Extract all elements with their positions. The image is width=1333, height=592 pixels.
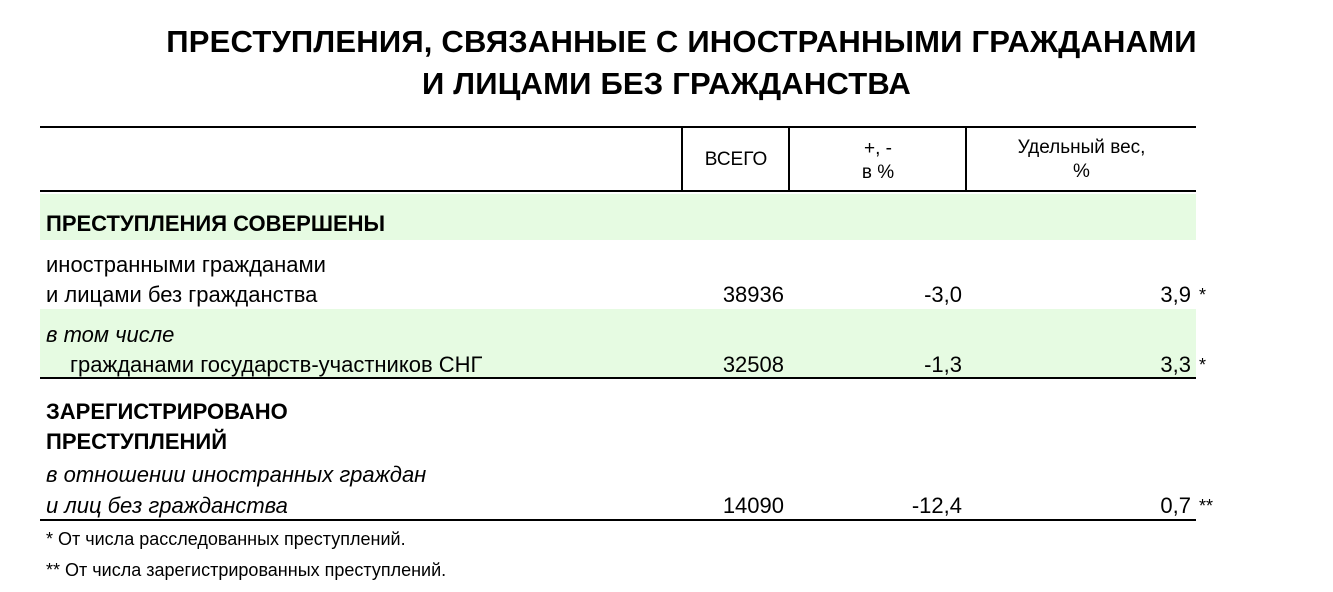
row1-share: 3,9 xyxy=(1160,282,1191,307)
row2-footnote-mark: * xyxy=(1199,355,1207,375)
footnote-1: * От числа расследованных преступлений. xyxy=(46,529,406,549)
section2-heading-line1: ЗАРЕГИСТРИРОВАНО xyxy=(46,399,288,424)
column-header-share-line2: % xyxy=(1073,161,1090,182)
header-bottom-rule xyxy=(40,190,1196,192)
footnote-2: ** От числа зарегистрированных преступлений. xyxy=(46,560,447,580)
row2-share: 3,3 xyxy=(1160,352,1191,377)
row3-change: -12,4 xyxy=(911,493,962,518)
row1-footnote-mark: * xyxy=(1199,285,1207,305)
row2-change: -1,3 xyxy=(924,352,962,377)
row2-label-line1: в том числе xyxy=(46,322,175,347)
row1-label-line2: и лицами без гражданства xyxy=(46,282,318,307)
row2-total: 32508 xyxy=(722,352,784,377)
column-header-share-line1: Удельный вес, xyxy=(1017,137,1146,158)
page-title-line2: И ЛИЦАМИ БЕЗ ГРАЖДАНСТВА xyxy=(421,66,912,101)
row3-footnote-mark: ** xyxy=(1199,496,1214,516)
column-header-total: ВСЕГО xyxy=(704,149,768,170)
section1-heading: ПРЕСТУПЛЕНИЯ СОВЕРШЕНЫ xyxy=(46,211,386,236)
section2-heading-line2: ПРЕСТУПЛЕНИЙ xyxy=(46,429,228,454)
row2-label-line2: гражданами государств-участников СНГ xyxy=(70,352,483,377)
row3-label-line1: в отношении иностранных граждан xyxy=(46,462,427,487)
row1-label-line1: иностранными гражданами xyxy=(46,252,326,277)
column-header-change-line1: +, - xyxy=(864,138,892,159)
column-header-change-line2: в % xyxy=(861,162,895,183)
table-top-rule xyxy=(40,126,1196,128)
row3-share: 0,7 xyxy=(1160,493,1191,518)
row1-total: 38936 xyxy=(722,282,784,307)
page-title-line1: ПРЕСТУПЛЕНИЯ, СВЯЗАННЫЕ С ИНОСТРАННЫМИ ГРАЖДАНАМИ xyxy=(166,24,1197,59)
row3-label-line2: и лиц без гражданства xyxy=(46,493,288,518)
row1-change: -3,0 xyxy=(924,282,962,307)
row3-total: 14090 xyxy=(722,493,784,518)
